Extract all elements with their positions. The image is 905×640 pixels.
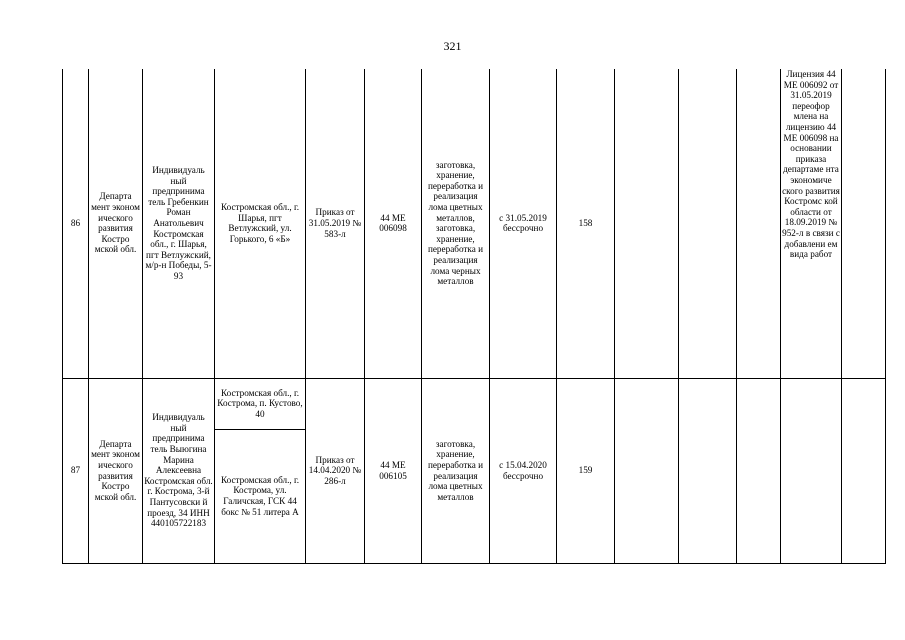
empty-cell <box>737 69 781 378</box>
note-cell: Лицензия 44 МЕ 006092 от 31.05.2019 переофор млена на лицензию 44 МЕ 006098 на основании приказа департаме нта экономиче ского развития Костромс кой области от 18.09.2019 № 952-л в связи с добавлени ем вида работ <box>781 69 842 378</box>
department-cell: Департа мент эконом ического развития Костро мской обл. <box>89 69 143 378</box>
note-cell <box>781 378 842 563</box>
empty-cell <box>679 69 737 378</box>
validity-cell: с 31.05.2019 бессрочно <box>490 69 557 378</box>
table-row <box>63 378 886 429</box>
registry-number-cell: 158 <box>557 69 615 378</box>
license-number-cell: 44 МЕ 006105 <box>365 378 422 563</box>
row-number: 87 <box>63 378 89 563</box>
page-number: 321 <box>443 39 462 53</box>
address-cell: Костромская обл., г. Шарья, пгт Ветлужский, ул. Горького, 6 «Б» <box>215 69 306 378</box>
empty-cell <box>615 69 679 378</box>
validity-cell: с 15.04.2020 бессрочно <box>490 378 557 563</box>
department-cell: Департа мент эконом ического развития Костро мской обл. <box>89 378 143 563</box>
order-cell: Приказ от 14.04.2020 № 286-л <box>306 378 365 563</box>
empty-cell <box>679 378 737 563</box>
table-row <box>63 69 886 378</box>
empty-cell <box>615 378 679 563</box>
activities-cell: заготовка, хранение, переработка и реализация лома цветных металлов <box>422 378 490 563</box>
licensee-cell: Индивидуаль ный предпринима тель Гребенкин Роман Анатольевич Костромская обл., г. Шарья, пгт Ветлужский, м/р-н Победы, 5-93 <box>143 69 215 378</box>
empty-cell <box>737 378 781 563</box>
activities-cell: заготовка, хранение, переработка и реализация лома цветных металлов, заготовка, хранение, переработка и реализация лома черных металлов <box>422 69 490 378</box>
empty-cell <box>842 378 886 563</box>
empty-cell <box>842 69 886 378</box>
licensee-cell: Индивидуаль ный предпринима тель Выюгина Марина Алексеевна Костромская обл. г. Кострома, 3-й Пантусовски й проезд, 34 ИНН 440105722183 <box>143 378 215 563</box>
row-number: 86 <box>63 69 89 378</box>
license-registry-table <box>62 69 886 564</box>
address-cell: Костромская обл., г. Кострома, п. Кустово, 40 <box>215 378 306 429</box>
registry-number-cell: 159 <box>557 378 615 563</box>
address-cell: Костромская обл., г. Кострома, ул. Галичская, ГСК 44 бокс № 51 литера А <box>215 429 306 563</box>
license-number-cell: 44 МЕ 006098 <box>365 69 422 378</box>
order-cell: Приказ от 31.05.2019 № 583-л <box>306 69 365 378</box>
